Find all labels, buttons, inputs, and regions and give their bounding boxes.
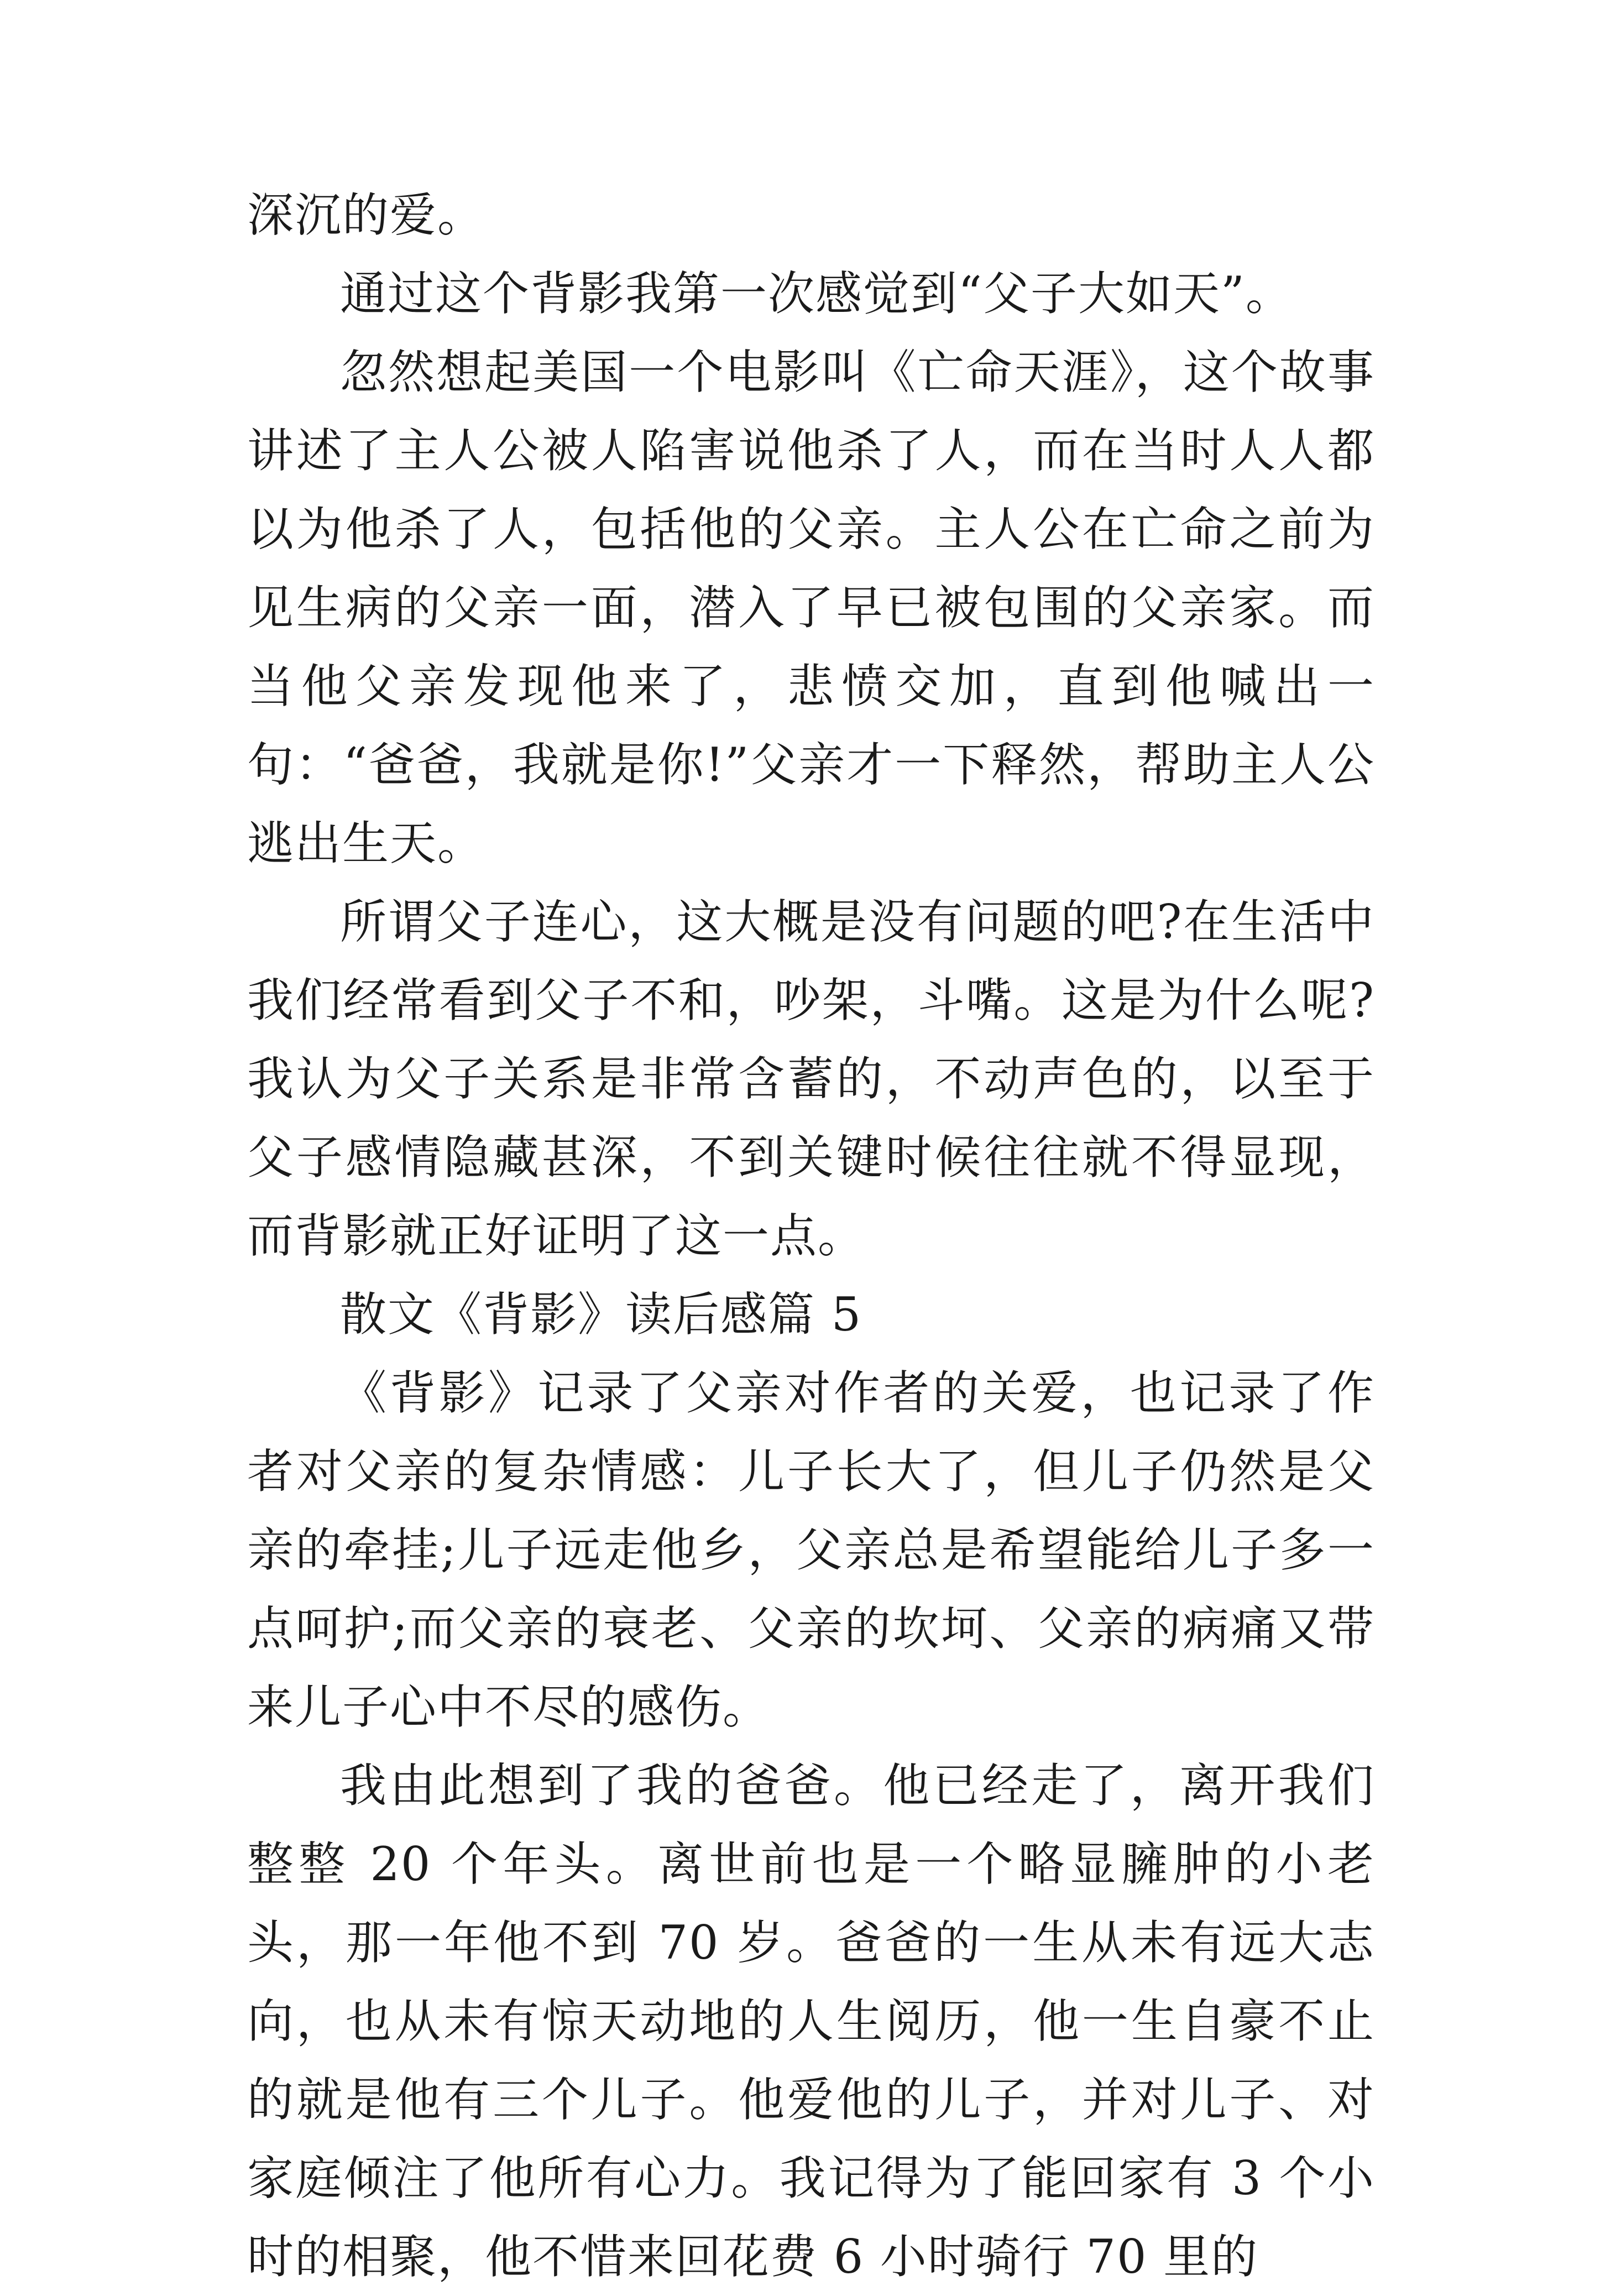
paragraph: 忽然想起美国一个电影叫《亡命天涯》，这个故事讲述了主人公被人陷害说他杀了人，而在当时人人都以为他杀了人，包括他的父亲。主人公在亡命之前为见生病的父亲一面，潜入了早已被包围的父亲家。而当他父亲发现他来了，悲愤交加，直到他喊出一句：“爸爸，我就是你!”父亲才一下释然，帮助主人公逃出生天。 <box>247 345 1375 870</box>
body-text <box>247 176 1375 2296</box>
paragraph: 《背影》记录了父亲对作者的关爱，也记录了作者对父亲的复杂情感：儿子长大了，但儿子仍然是父亲的牵挂;儿子远走他乡，父亲总是希望能给儿子多一点呵护;而父亲的衰老、父亲的坎坷、父亲的病痛又带来儿子心中不尽的感伤。 <box>247 1366 1375 1734</box>
paragraph: 我由此想到了我的爸爸。他已经走了，离开我们整整 20 个年头。离世前也是一个略显臃肿的小老头，那一年他不到 70 岁。爸爸的一生从未有远大志向，也从未有惊天动地的人生阅历，他一生自豪不止的就是他有三个儿子。他爱他的儿子，并对儿子、对家庭倾注了他所有心力。我记得为了能回家有 3 个小时的相聚，他不惜来回花费 6 小时骑行 70 里的 <box>247 1758 1375 2284</box>
paragraph: 所谓父子连心，这大概是没有问题的吧?在生活中我们经常看到父子不和，吵架，斗嘴。这是为什么呢?我认为父子关系是非常含蓄的，不动声色的，以至于父子感情隐藏甚深，不到关键时候往往就不得显现，而背影就正好证明了这一点。 <box>247 895 1375 1263</box>
paragraph: 通过这个背影我第一次感觉到“父子大如天”。 <box>340 267 1293 321</box>
paragraph-continuation: 深沉的爱。 <box>247 188 485 242</box>
section-heading: 散文《背影》读后感篇 5 <box>340 1287 862 1342</box>
